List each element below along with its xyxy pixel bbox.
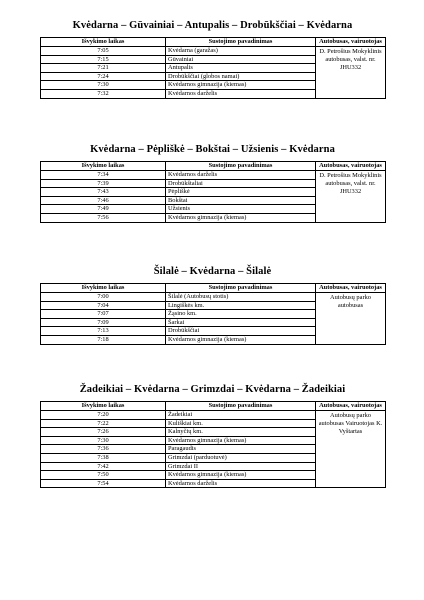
route-title: Žadeikiai – Kvėdarna – Grimzdai – Kvėdarna – Žadeikiai — [79, 384, 346, 395]
stop-name: Antupalis — [166, 64, 316, 73]
table-row — [41, 171, 386, 180]
departure-time: 7:30 — [41, 436, 166, 445]
departure-time: 7:38 — [41, 453, 166, 462]
departure-time: 7:36 — [41, 445, 166, 454]
stop-name: Kvėdarnos gimnazija (kiemas) — [166, 213, 316, 222]
departure-time: 7:22 — [41, 419, 166, 428]
stop-name: Užsienis — [166, 205, 316, 214]
departure-time: 7:43 — [41, 188, 166, 197]
stop-name: Kvėdarnos gimnazija (kiemas) — [166, 436, 316, 445]
departure-header: Išvykimo laikas — [41, 402, 166, 411]
route-title: Šilalė – Kvėdarna – Šilalė — [153, 266, 272, 277]
schedule-table — [40, 37, 386, 99]
table-header-row — [41, 402, 386, 411]
stop-name: Kvėdarnos gimnazija (kiemas) — [166, 471, 316, 480]
stop-name: Grimzdai II — [166, 462, 316, 471]
departure-header: Išvykimo laikas — [41, 38, 166, 47]
departure-time: 7:42 — [41, 462, 166, 471]
table-header-row — [41, 38, 386, 47]
stop-name: Gūvainiai — [166, 55, 316, 64]
route-section-4 — [40, 384, 385, 488]
stop-name: Kuliškiai km. — [166, 419, 316, 428]
stop-name: Bokštai — [166, 196, 316, 205]
departure-time: 7:05 — [41, 47, 166, 56]
stop-name: Žąsino km. — [166, 310, 316, 319]
departure-header: Išvykimo laikas — [41, 162, 166, 171]
stop-name: Drobūkštaliai — [166, 179, 316, 188]
departure-time: 7:07 — [41, 310, 166, 319]
table-header-row — [41, 284, 386, 293]
departure-time: 7:49 — [41, 205, 166, 214]
table-header-row — [41, 162, 386, 171]
stop-name: Kvėdarnos gimnazija (kiemas) — [166, 335, 316, 344]
schedule-table — [40, 283, 386, 345]
departure-time: 7:24 — [41, 72, 166, 81]
vehicle-header: Autobusas, vairuotojas — [316, 38, 386, 47]
vehicle-header: Autobusas, vairuotojas — [316, 284, 386, 293]
route-title: Kvėdarna – Gūvainiai – Antupalis – Drobūkščiai – Kvėdarna — [72, 20, 353, 31]
departure-time: 7:26 — [41, 428, 166, 437]
departure-header: Išvykimo laikas — [41, 284, 166, 293]
stop-header: Sustojimo pavadinimas — [166, 402, 316, 411]
departure-time: 7:21 — [41, 64, 166, 73]
stop-name: Pėpliškė — [166, 188, 316, 197]
departure-time: 7:00 — [41, 293, 166, 302]
departure-time: 7:20 — [41, 411, 166, 420]
departure-time: 7:30 — [41, 81, 166, 90]
vehicle-header: Autobusas, vairuotojas — [316, 162, 386, 171]
stop-name: Kvėdarnos darželis — [166, 89, 316, 98]
stop-name: Kalnyčių km. — [166, 428, 316, 437]
schedule-table — [40, 161, 386, 223]
stop-header: Sustojimo pavadinimas — [166, 162, 316, 171]
vehicle-header: Autobusas, vairuotojas — [316, 402, 386, 411]
stop-name: Lingiškės km. — [166, 301, 316, 310]
departure-time: 7:39 — [41, 179, 166, 188]
stop-name: Šarkai — [166, 318, 316, 327]
stop-name: Drobūkščiai — [166, 327, 316, 336]
stop-name: Drobūkščiai (globos namai) — [166, 72, 316, 81]
departure-time: 7:15 — [41, 55, 166, 64]
departure-time: 7:50 — [41, 471, 166, 480]
schedule-table — [40, 401, 386, 488]
vehicle-info: Autobusų parko autobusas Vairuotojas K. Vyštartas — [316, 411, 386, 488]
route-section-1 — [40, 20, 385, 99]
stop-name: Kvėdarnos darželis — [166, 479, 316, 488]
departure-time: 7:46 — [41, 196, 166, 205]
vehicle-info: Autobusų parko autobusas — [316, 293, 386, 345]
departure-time: 7:13 — [41, 327, 166, 336]
stop-name: Grimzdai (parduotuvė) — [166, 453, 316, 462]
stop-name: Šilalė (Autobusų stotis) — [166, 293, 316, 302]
departure-time: 7:04 — [41, 301, 166, 310]
route-section-2 — [40, 144, 385, 223]
stop-name: Žadeikiai — [166, 411, 316, 420]
table-row — [41, 411, 386, 420]
departure-time: 7:56 — [41, 213, 166, 222]
stop-name: Paragaudis — [166, 445, 316, 454]
departure-time: 7:09 — [41, 318, 166, 327]
stop-name: Kvėdarnos darželis — [166, 171, 316, 180]
table-row — [41, 47, 386, 56]
departure-time: 7:54 — [41, 479, 166, 488]
vehicle-info: D. Petrošius Mokyklinis autobusas, valst. nr. JHU332 — [316, 47, 386, 99]
stop-name: Kvėdarna (garažas) — [166, 47, 316, 56]
route-section-3 — [40, 266, 385, 345]
table-row — [41, 293, 386, 302]
departure-time: 7:32 — [41, 89, 166, 98]
vehicle-info: D. Petrošius Mokyklinis autobusas, valst. nr. JHU332 — [316, 171, 386, 223]
departure-time: 7:34 — [41, 171, 166, 180]
departure-time: 7:18 — [41, 335, 166, 344]
stop-name: Kvėdarnos gimnazija (kiemas) — [166, 81, 316, 90]
route-title: Kvėdarna – Pėpliškė – Bokštai – Užsienis – Kvėdarna — [90, 144, 335, 155]
stop-header: Sustojimo pavadinimas — [166, 38, 316, 47]
stop-header: Sustojimo pavadinimas — [166, 284, 316, 293]
